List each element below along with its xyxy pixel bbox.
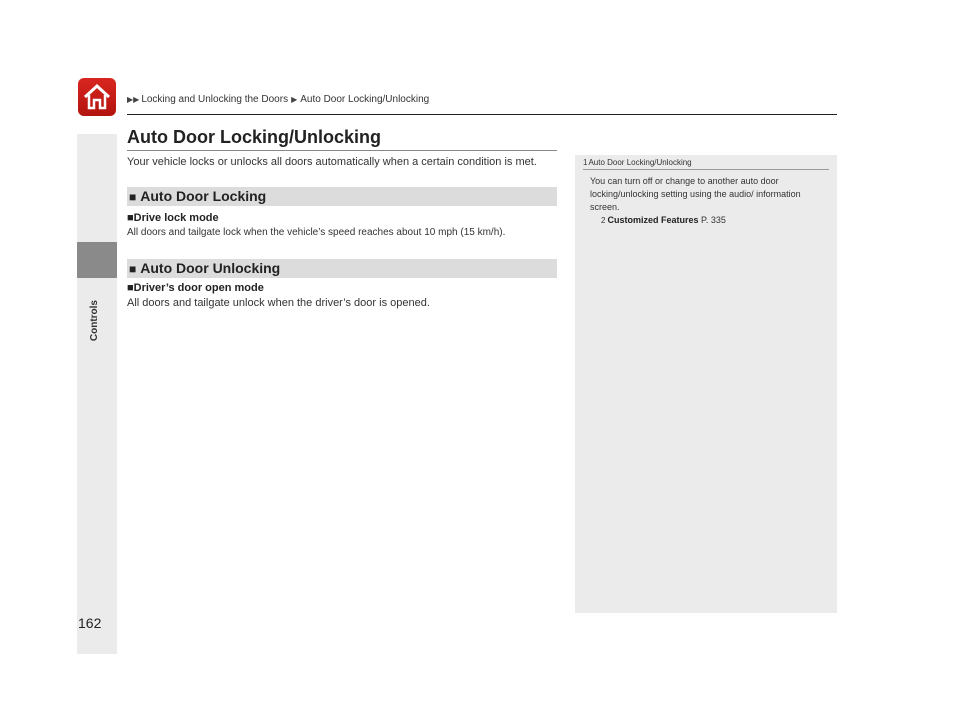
side-tab-marker	[77, 242, 117, 278]
section-heading: ■ Auto Door Locking	[127, 187, 557, 206]
note-text: You can turn off or change to another auto door locking/unlocking setting using the audio/ information screen.	[590, 176, 801, 212]
side-tab-label[interactable]: Controls	[89, 300, 100, 342]
note-reference[interactable]: 2 Customized Features P. 335	[601, 215, 726, 225]
breadcrumb-item[interactable]: Locking and Unlocking the Doors	[141, 94, 289, 105]
home-button[interactable]	[78, 78, 116, 116]
note-icon: 1	[583, 158, 588, 167]
section-text: All doors and tailgate unlock when the driver’s door is opened.	[127, 297, 430, 309]
breadcrumb	[127, 94, 429, 105]
title-divider	[127, 150, 557, 151]
note-panel	[575, 155, 837, 613]
reference-arrow-icon: 2	[601, 216, 606, 225]
breadcrumb-arrow-icon: ▶	[291, 95, 298, 104]
home-icon	[82, 83, 112, 111]
page-number: 162	[78, 615, 102, 631]
square-bullet-icon: ■	[129, 262, 137, 276]
sub-heading: ■Driver’s door open mode	[127, 282, 264, 294]
side-tab	[77, 134, 117, 654]
breadcrumb-arrow-icon: ▶▶	[127, 95, 140, 104]
note-divider	[583, 169, 829, 170]
section-text: All doors and tailgate lock when the vehicle’s speed reaches about 10 mph (15 km/h).	[127, 227, 506, 238]
note-title: 1Auto Door Locking/Unlocking	[583, 158, 692, 167]
sub-heading: ■Drive lock mode	[127, 212, 219, 224]
square-bullet-icon: ■	[127, 212, 134, 224]
square-bullet-icon: ■	[129, 190, 137, 204]
section-heading: ■ Auto Door Unlocking	[127, 259, 557, 278]
page-title: Auto Door Locking/Unlocking	[127, 127, 381, 147]
intro-text: Your vehicle locks or unlocks all doors automatically when a certain condition is met.	[127, 156, 537, 168]
header-divider	[127, 114, 837, 115]
square-bullet-icon: ■	[127, 282, 134, 294]
breadcrumb-item[interactable]: Auto Door Locking/Unlocking	[300, 94, 430, 105]
